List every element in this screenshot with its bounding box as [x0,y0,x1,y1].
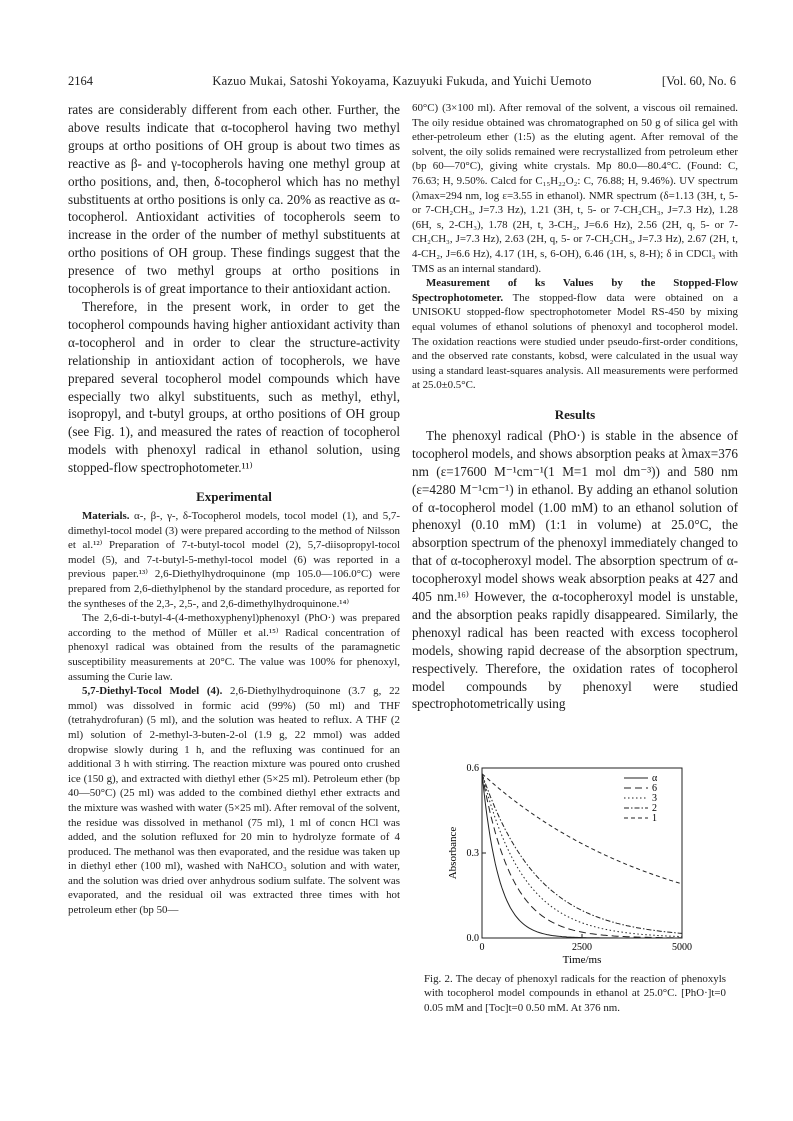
intro-paragraph-1: rates are considerably different from each other. Further, the above results indicate that α-tocopherol having two methyl groups at ortho positions of OH group is about two times as reactive as β- and γ-tocopherols having one methyl group at ortho positions, and, then, δ-tocopherol which has no methyl substituents at ortho positions is only ca. 20% as reactive as α-tocopherol. Antioxidant activities of tocopherols seem to increase in the order of the number of methyl substituents at ortho positions of OH group. These findings suggest that the presence of two methyl groups at ortho positions in tocopherols is of great importance to their antioxidant action. [68,102,400,297]
tocol4-text: 2,6-Diethylhydroquinone (3.7 g, 22 mmol) was dissolved in formic acid (99%) (50 ml) and THF (tetrahydrofuran) (5 ml), and the solution was heated to reflux. A THF (2 ml) solution of 2-methyl-3-buten-2-ol (1.9 g, 22 mmol) was added dropwise slowly during 1 h, and the refluxing was continued for an additional 3 h with stirring. The reaction mixture was poured onto crushed ice (150 g), and extracted with diethyl ether (5×25 ml). Petroleum ether (bp 40—50°C) (25 ml) was added to the combined diethyl ether extracts and the mixture was washed with water (5×25 ml). After removal of the solvent, the residue was dissolved in methanol (75 ml), 1 ml of concn HCl was added, and the solution refluxed for 20 min to hydrolyze formate of 4 produced. The methanol was then evaporated, and the residue was taken up in diethyl ether (100 ml), washed with NaHCO₃ solution and with water, and the solution was dried over anhydrous sodium sulfate. The solvent was evaporated, and the residual oil was extracted three times with hot petroleum ether (bp 50— [68,685,400,917]
tocol4-title: 5,7-Diethyl-Tocol Model (4). [82,685,223,698]
left-column [68,101,400,918]
phenoxyl-prep-paragraph: The 2,6-di-t-butyl-4-(4-methoxyphenyl)phenoxyl (PhO·) was prepared according to the method of Müller et al.¹⁵⁾ Radical concentration of phenoxyl radical was obtained from the results of the paramagnetic susceptibility measurements at 20°C. The value was 100% for phenoxyl, assuming the Curie law. [68,612,400,683]
x-tick-label: 5000 [672,942,692,953]
measurement-text: The stopped-flow data were obtained on a UNISOKU stopped-flow spectrophotometer Model RS-450 by mixing equal volumes of ethanol solutions of phenoxyl and tocopherol model. The oxidation reactions were studied under pseudo-first-order conditions, and the observed rate constants, kobsd, were calculated in the usual way using a standard least-squares analysis. All measurements were performed at 25.0±0.5°C. [412,291,738,392]
x-axis-label: Time/ms [562,954,602,966]
right-column [412,101,738,713]
measurement-paragraph [412,276,738,393]
y-tick-label: 0.0 [466,933,479,944]
decay-chart [440,760,710,970]
legend-label-6: 6 [652,783,657,794]
volume-label: [Vol. 60, No. 6 [661,74,736,88]
author-line: Kazuo Mukai, Satoshi Yokoyama, Kazuyuki Fukuda, and Yuichi Uemoto [212,74,592,88]
materials-text: α-, β-, γ-, δ-Tocopherol models, tocol model (1), and 5,7-dimethyl-tocol model (3) were prepared according to the method of Nilsson et al.¹²⁾ Preparation of 7-t-butyl-tocol model (2), 5,7-diisopropyl-tocol model (5), and 7-t-butyl-5-methyl-tocol model (6) was reported in a previous paper.¹³⁾ 2,6-Diethylhydroquinone (mp 105.0—106.0°C) were prepared from 2,6-diethylphenol by the standard procedure, as reported for the syntheses of the 2,3-, 2,5-, and 2,6-dimethylhydroquinone.¹⁴⁾ [68,510,400,610]
experimental-heading: Experimental [196,489,272,505]
measurement-title: Measurement of ks Values by the Stopped-Flow Spectrophotometer. [412,277,738,304]
legend-label-1: 1 [652,813,657,824]
intro-paragraph-2: Therefore, in the present work, in order to get the tocopherol compounds having higher antioxidant activity than α-tocopherol and in order to clear the structure-activity relationship in antioxidant action of tocopherols, we have prepared several tocopherol model compounds which have especially two alkyl substituents, such as methyl, ethyl, isopropyl, and t-butyl groups, at ortho positions of OH group (see Fig. 1), and measured the rates of reaction of tocopherol models with phenoxyl radical in ethanol solution, using stopped-flow spectrophotometer.¹¹⁾ [68,298,400,476]
legend-label-2: 2 [652,803,657,814]
x-tick-label: 0 [479,942,485,953]
y-tick-label: 0.3 [466,848,479,859]
running-header [68,74,736,92]
results-paragraph: The phenoxyl radical (PhO·) is stable in the absence of tocopherol models, and shows absorption peaks at λmax=376 nm (ε=17600 M⁻¹cm⁻¹(1 M=1 mol dm⁻³)) and 580 nm (ε=4280 M⁻¹cm⁻¹) in ethanol. By adding an ethanol solution of α-tocopherol model (1.00 mM) to an ethanol solution of phenoxyl (0.10 mM) (1:1 in volume) at 25.0°C, the absorption spectrum of the phenoxyl immediately changed to that of α-tocopheroxyl model. The absorption spectrum of α-tocopheroxyl model shows weak absorption peaks at 427 and 405 nm.¹⁶⁾ However, the α-tocopheroxyl model is unstable, and the absorption peaks rapidly disappeared. Similarly, the phenoxyl radical has been reacted with excess tocopherol models, showing rapid decrease of the absorption spectrum, respectively. Therefore, the oxidation rates of tocopherol model compounds by phenoxyl were studied spectrophotometrically using [412,427,738,712]
tocol4-paragraph [68,684,400,918]
legend-label-α: α [652,773,658,784]
legend-label-3: 3 [652,793,657,804]
materials-paragraph [68,509,400,611]
results-heading: Results [554,406,596,422]
continued-paragraph: 60°C) (3×100 ml). After removal of the solvent, a viscous oil remained. The oily residue obtained was chromatographed on 50 g of silica gel with ether-petroleum ether (1:5) as the eluting agent. After removal of the solvent, the oily solids remained were recrystallized from petroleum ether (bp 60—70°C), giving white crystals. Mp 80.0—80.4°C. (Found: C, 76.63; H, 9.50%. Calcd for C₁₅H₂₂O₂: C, 76.88; H, 9.46%). UV spectrum (λmax=294 nm, log ε=3.55 in ethanol). NMR spectrum (δ=1.13 (3H, t, 5- or 7-CH₂CH₃, J=7.3 Hz), 1.21 (3H, t, 5- or 7-CH₂CH₃, J=7.3 Hz), 1.28 (6H, s, 2-CH₃), 1.78 (2H, t, 3-CH₂, J=6.6 Hz), 2.56 (2H, q, 5- or 7-CH₂CH₃, J=7.3 Hz), 2.63 (2H, q, 5- or 7-CH₂CH₃, J=7.3 Hz), 2.67 (2H, t, 4-CH₂, J=6.6 Hz), 4.17 (1H, s, 6-OH), 6.46 (1H, s, 8-H); δ in CDCl₃ with TMS as an internal standard). [412,102,738,275]
figure-2 [440,760,710,970]
y-tick-label: 0.6 [466,763,479,774]
x-tick-label: 2500 [572,942,592,953]
figure-caption: Fig. 2. The decay of phenoxyl radicals for the reaction of phenoxyls with tocopherol model compounds in ethanol at 25.0°C. [PhO·]t=0 0.05 mM and [Toc]t=0 0.50 mM. At 376 nm. [424,973,726,1014]
materials-title: Materials. [82,510,130,523]
page-number: 2164 [68,74,93,88]
y-axis-label: Absorbance [447,826,459,880]
